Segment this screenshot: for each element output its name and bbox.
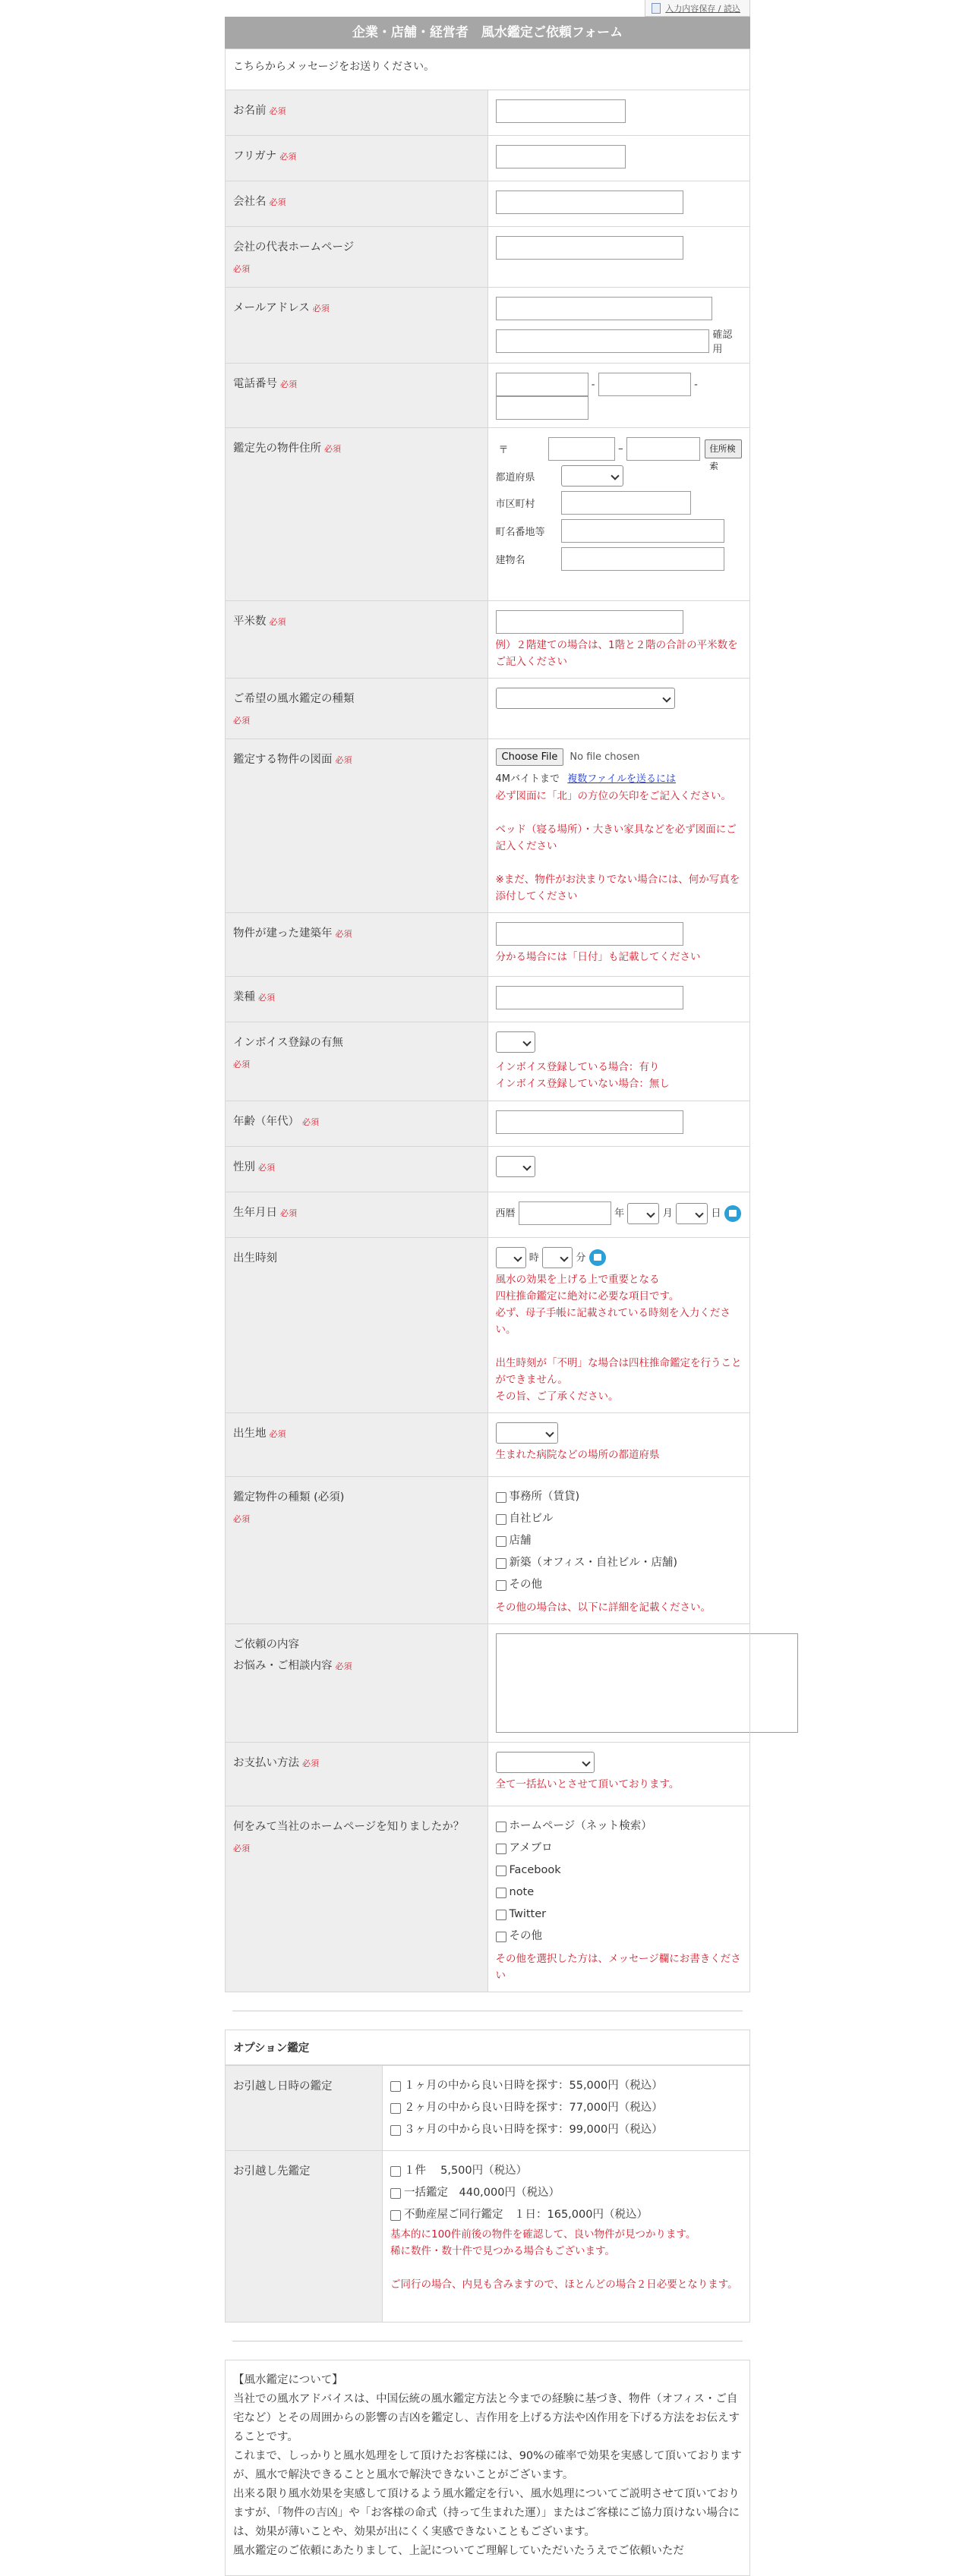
save-load-button[interactable]	[645, 0, 750, 17]
payment-note: 全て一括払いとさせて頂いております。	[495, 1778, 680, 1791]
address-label: 鑑定先の物件住所 必須	[226, 428, 488, 601]
checkbox[interactable]	[496, 1844, 506, 1854]
birthplace-select[interactable]	[496, 1422, 558, 1444]
age-input[interactable]	[496, 1110, 683, 1134]
invoice-select[interactable]	[496, 1031, 535, 1053]
birth-minute-select[interactable]	[542, 1247, 573, 1268]
birthday-label: 生年月日 必須	[226, 1192, 488, 1238]
about-title: 【風水鑑定について】	[233, 2374, 343, 2387]
required-badge: 必須	[233, 1843, 250, 1853]
options-title: オプション鑑定	[225, 2030, 750, 2065]
referral-note: その他を選択した方は、メッセージ欄にお書きください	[495, 1953, 741, 1982]
checkbox[interactable]	[496, 1866, 506, 1876]
phone-input-2[interactable]	[598, 373, 691, 396]
about-paragraph-1: 当社での風水アドバイスは、中国伝統の風水鑑定方法と今までの経験に基づき、物件（オフィス・ご自宅など）とその周囲からの影響の吉凶を鑑定し、吉作用を上げる方法や凶作用を下げる方法をお伝えすることです。	[233, 2393, 740, 2444]
calendar-icon[interactable]	[724, 1205, 741, 1222]
day-unit: 日	[711, 1208, 721, 1220]
birth-time-note-3: 必ず、母子手帳に記載されている時刻を入力ください。	[495, 1307, 730, 1337]
form-container	[225, 0, 750, 2576]
property-kind-note: その他の場合は、以下に詳細を記載ください。	[495, 1601, 711, 1614]
checkbox[interactable]	[496, 1558, 506, 1569]
about-paragraph-4: 風水鑑定のご依頼にあたりまして、上記についてご理解していただいたうえでご依頼いただ	[233, 2545, 684, 2558]
birthplace-label: 出生地 必須	[226, 1413, 488, 1477]
company-label: 会社名 必須	[226, 181, 488, 227]
referral-option[interactable]: アメブロ	[496, 1838, 743, 1860]
required-badge: 必須	[233, 1513, 250, 1524]
checkbox[interactable]	[496, 1910, 506, 1920]
form-title: 企業・店舗・経営者 風水鑑定ご依頼フォーム	[225, 17, 750, 49]
required-badge: 必須	[324, 444, 341, 455]
street-label: 町名番地等	[495, 527, 545, 539]
homepage-label: 会社の代表ホームページ 必須	[226, 227, 488, 288]
referral-option[interactable]: note	[496, 1882, 743, 1904]
email-confirm-label: 確認用	[712, 329, 733, 356]
email-label: メールアドレス 必須	[226, 288, 488, 364]
era-label: 西暦	[495, 1208, 516, 1220]
referral-label: 何をみて当社のホームページを知りましたか？ 必須	[226, 1806, 488, 1992]
checkbox[interactable]	[390, 2188, 401, 2199]
request-textarea[interactable]	[496, 1633, 798, 1733]
required-badge: 必須	[335, 1661, 352, 1671]
area-input[interactable]	[496, 610, 683, 634]
checkbox[interactable]	[496, 1492, 506, 1503]
checkbox[interactable]	[390, 2166, 401, 2177]
floor-plan-note-north: 必ず図面に「北」の方位の矢印をご記入ください。	[495, 790, 731, 803]
required-badge: 必須	[279, 152, 297, 162]
street-input[interactable]	[561, 519, 724, 543]
appraisal-type-label: ご希望の風水鑑定の種類 必須	[226, 679, 488, 739]
moving-place-option[interactable]: １件 5,500円（税込）	[390, 2160, 742, 2182]
moving-date-label: お引越し日時の鑑定	[226, 2066, 383, 2151]
no-file-text: No file chosen	[570, 751, 640, 764]
birth-time-note-5: その旨、ご了承ください。	[495, 1390, 619, 1403]
phone-separator: -	[591, 379, 595, 391]
payment-label: お支払い方法 必須	[226, 1743, 488, 1806]
postal-separator: –	[618, 443, 623, 455]
invoice-note-yes: インボイス登録している場合：有り	[495, 1061, 660, 1074]
about-paragraph-2: これまで、しっかりと風水処理をして頂けたお客様には、90%の確率で効果を実感して頂いておりますが、風水で解決できることと風水で解決できないことがございます。	[233, 2450, 742, 2482]
save-icon	[652, 3, 661, 14]
choose-file-button[interactable]: Choose File	[496, 748, 564, 766]
birth-time-label: 出生時刻	[226, 1238, 488, 1413]
file-size-limit: 4Mバイトまで	[495, 773, 560, 786]
age-label: 年齢（年代） 必須	[226, 1101, 488, 1147]
birth-time-note-1: 風水の効果を上げる上で重要となる	[495, 1274, 660, 1286]
birth-hour-select[interactable]	[496, 1247, 526, 1268]
moving-place-option[interactable]: 一括鑑定 440,000円（税込）	[390, 2182, 742, 2204]
prefecture-label: 都道府県	[495, 471, 535, 483]
multiple-files-link[interactable]: 複数ファイルを送るには	[567, 773, 677, 786]
address-search-button[interactable]: 住所検索	[705, 439, 742, 458]
name-input[interactable]	[496, 99, 626, 123]
phone-separator: -	[694, 379, 698, 391]
built-year-label: 物件が建った建築年 必須	[226, 913, 488, 977]
property-kind-option[interactable]: 店舗	[496, 1530, 743, 1552]
industry-input[interactable]	[496, 986, 683, 1009]
options-table	[225, 2065, 750, 2322]
minute-unit: 分	[576, 1252, 586, 1264]
required-badge: 必須	[335, 929, 352, 940]
checkbox[interactable]	[390, 2103, 401, 2114]
referral-option[interactable]: その他	[496, 1926, 743, 1948]
furigana-label: フリガナ 必須	[226, 136, 488, 181]
floor-plan-note-bed: ベッド（寝る場所）・大きい家具などを必ず図面にご記入ください	[495, 824, 737, 853]
checkbox[interactable]	[390, 2125, 401, 2136]
required-badge: 必須	[269, 617, 286, 628]
month-unit: 月	[662, 1208, 673, 1220]
checkbox[interactable]	[496, 1580, 506, 1591]
moving-date-option[interactable]: １ヶ月の中から良い日時を探す：55,000円（税込）	[390, 2075, 742, 2097]
required-badge: 必須	[269, 106, 286, 116]
year-unit: 年	[614, 1208, 625, 1220]
prefecture-select[interactable]	[561, 465, 623, 487]
area-label: 平米数 必須	[226, 601, 488, 679]
floor-plan-label: 鑑定する物件の図面 必須	[226, 739, 488, 913]
required-badge: 必須	[302, 1759, 319, 1769]
birth-month-select[interactable]	[627, 1203, 659, 1224]
required-badge: 必須	[302, 1117, 319, 1128]
moving-place-note-1: 基本的に100件前後の物件を確認して、良い物件が見つかります。	[390, 2228, 696, 2241]
birthplace-note: 生まれた病院などの場所の都道府県	[495, 1449, 660, 1462]
gender-label: 性別 必須	[226, 1147, 488, 1192]
property-kind-option[interactable]: 事務所（賃貸)	[496, 1486, 743, 1508]
referral-option[interactable]: Facebook	[496, 1860, 743, 1882]
checkbox[interactable]	[496, 1888, 506, 1898]
checkbox[interactable]	[496, 1514, 506, 1525]
phone-input-1[interactable]	[496, 373, 588, 396]
about-section	[225, 2360, 750, 2576]
area-note: 例）２階建ての場合は、1階と２階の合計の平米数をご記入ください	[495, 639, 738, 669]
required-badge: 必須	[335, 755, 352, 766]
email-confirm-input[interactable]	[496, 329, 710, 353]
required-badge: 必須	[233, 715, 250, 726]
phone-input-3[interactable]	[496, 396, 588, 420]
main-form-table	[225, 49, 750, 1992]
postal-code-1[interactable]	[548, 437, 615, 461]
required-badge: 必須	[233, 1059, 250, 1069]
checkbox[interactable]	[496, 1822, 506, 1832]
intro-message: こちらからメッセージをお送りください。	[226, 49, 750, 90]
moving-place-label: お引越し先鑑定	[226, 2151, 383, 2322]
birth-day-select[interactable]	[676, 1203, 708, 1224]
checkbox[interactable]	[496, 1536, 506, 1547]
moving-place-note-3: ご同行の場合、内見も含みますので、ほとんどの場合２日必要となります。	[390, 2278, 738, 2291]
moving-date-option[interactable]: ３ヶ月の中から良い日時を探す：99,000円（税込）	[390, 2119, 742, 2141]
checkbox[interactable]	[496, 1932, 506, 1942]
hour-unit: 時	[529, 1252, 539, 1264]
industry-label: 業種 必須	[226, 977, 488, 1022]
payment-select[interactable]	[496, 1752, 595, 1773]
checkbox[interactable]	[390, 2081, 401, 2092]
postal-mark: 〒	[498, 445, 509, 457]
postal-code-2[interactable]	[626, 437, 701, 461]
email-input[interactable]	[496, 297, 712, 320]
homepage-input[interactable]	[496, 236, 683, 260]
invoice-note-no: インボイス登録していない場合：無し	[495, 1078, 670, 1091]
moving-date-option[interactable]: ２ヶ月の中から良い日時を探す：77,000円（税込）	[390, 2097, 742, 2119]
built-year-note: 分かる場合には「日付」も記載してください	[495, 951, 701, 964]
save-load-label: 入力内容保存 / 読込	[665, 3, 740, 14]
building-input[interactable]	[561, 547, 724, 571]
required-badge: 必須	[280, 379, 297, 390]
city-input[interactable]	[561, 491, 691, 515]
appraisal-type-select[interactable]	[496, 688, 675, 709]
birth-time-note-2: 四柱推命鑑定に絶対に必要な項目です。	[495, 1290, 680, 1303]
built-year-input[interactable]	[496, 922, 683, 946]
clock-icon[interactable]	[589, 1249, 606, 1266]
required-badge: 必須	[280, 1208, 297, 1219]
request-label: ご依頼の内容 お悩み・ご相談内容 必須	[226, 1624, 488, 1743]
required-badge: 必須	[258, 993, 275, 1003]
floor-plan-note-photo: ※まだ、物件がお決まりでない場合には、何か写真を添付してください	[495, 874, 740, 903]
required-badge: 必須	[233, 263, 250, 274]
birth-time-note-4: 出生時刻が「不明」な場合は四柱推命鑑定を行うことができません。	[495, 1357, 742, 1387]
required-badge: 必須	[312, 304, 330, 314]
property-kind-option[interactable]: 新築（オフィス・自社ビル・店舗)	[496, 1552, 743, 1574]
property-kind-label: 鑑定物件の種類 (必須) 必須	[226, 1477, 488, 1624]
gender-select[interactable]	[496, 1156, 535, 1177]
building-label: 建物名	[495, 555, 525, 567]
required-badge: 必須	[258, 1163, 275, 1173]
name-label: お名前 必須	[226, 90, 488, 136]
referral-option[interactable]: ホームページ（ネット検索）	[496, 1815, 743, 1838]
property-kind-option[interactable]: 自社ビル	[496, 1508, 743, 1530]
required-badge: 必須	[269, 197, 286, 207]
phone-label: 電話番号 必須	[226, 364, 488, 428]
save-bar	[225, 0, 750, 17]
company-input[interactable]	[496, 191, 683, 214]
required-badge: 必須	[269, 1429, 286, 1440]
birth-year-input[interactable]	[519, 1201, 611, 1225]
invoice-label: インボイス登録の有無 必須	[226, 1022, 488, 1101]
city-label: 市区町村	[495, 499, 535, 511]
property-kind-option[interactable]: その他	[496, 1574, 743, 1596]
about-paragraph-3: 出来る限り風水効果を実感して頂けるよう風水鑑定を行い、風水処理についてご説明させて頂いておりますが、「物件の吉凶」や「お客様の命式（持って生まれた運）」またはご客様にご協力頂けない場合には、効果が薄いことや、効果が出にくく実感できないこともございます。	[233, 2488, 740, 2539]
referral-option[interactable]: Twitter	[496, 1904, 743, 1926]
moving-place-note-2: 稀に数件・数十件で見つかる場合もございます。	[390, 2245, 615, 2258]
checkbox[interactable]	[390, 2210, 401, 2221]
moving-place-option[interactable]: 不動産屋ご同行鑑定 １日：165,000円（税込）	[390, 2204, 742, 2226]
furigana-input[interactable]	[496, 145, 626, 168]
